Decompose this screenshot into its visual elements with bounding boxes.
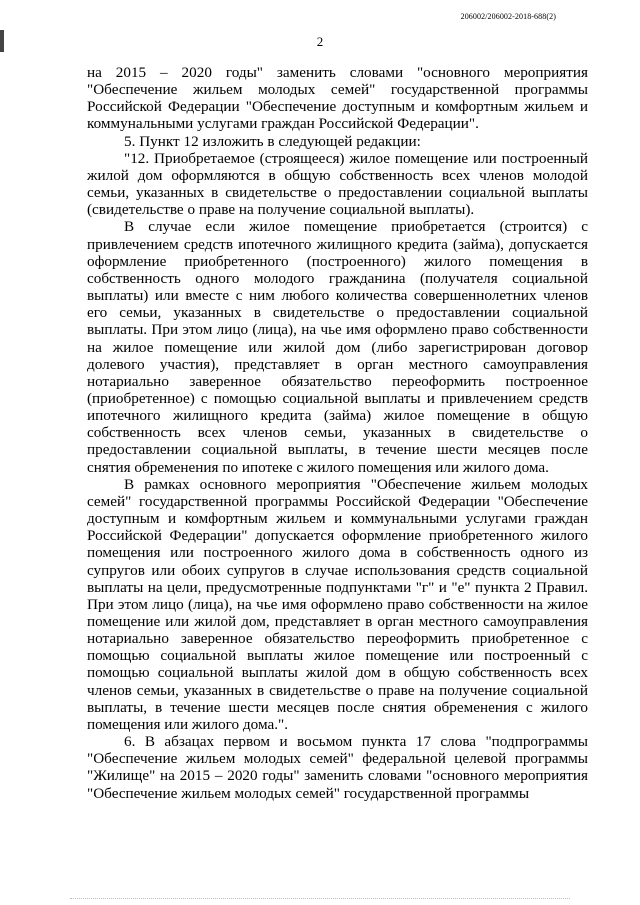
paragraph-item-5: 5. Пункт 12 изложить в следующей редакции: xyxy=(124,132,421,150)
paragraph-clause-12: "12. Приобретаемое (строящееся) жилое помещение или построенный жилой дом оформляются в общую собственность всех членов молодой семьи, указанных в свидетельстве о предоставлении социальной выплаты (свидетельстве о праве на получение социальной выплаты). xyxy=(87,149,588,219)
paragraph-item-6: 6. В абзацах первом и восьмом пункта 17 слова "подпрограммы "Обеспечение жильем молодых семей" федеральной целевой программы "Жилище" на 2015 – 2020 годы" заменить словами "основного мероприятия "Обеспечение жильем молодых семей" государственной программы xyxy=(87,733,588,802)
paragraph-continuation: на 2015 – 2020 годы" заменить словами "основного мероприятия "Обеспечение жильем молодых семей" государственной программы Российской Федерации "Обеспечение доступным и комфортным жильем и коммунальными услугами граждан Российской Федерации". xyxy=(87,64,588,133)
document-id: 206002/206002-2018-688(2) xyxy=(460,12,556,21)
document-body xyxy=(87,64,588,802)
page-number: 2 xyxy=(316,34,324,49)
paragraph-mortgage-case: В случае если жилое помещение приобретается (строится) с привлечением средств ипотечного жилищного кредита (займа), допускается оформление приобретенного (построенного) жилого помещения в собственность одного молодого гражданина (получателя социальной выплаты) или вместе с ним любого количества совершеннолетних членов его семьи, указанных в свидетельстве о предоставлении социальной выплаты. При этом лицо (лица), на чье имя оформлено право собственности на жилое помещение или жилой дом (либо зарегистрирован договор долевого участия), представляет в орган местного самоуправления нотариально заверенное обязательство переоформить построенное (приобретенное) с помощью социальной выплаты и привлечением средств ипотечного жилищного кредита (займа) жилое помещение в общую собственность всех членов семьи, указанных в свидетельстве о предоставлении социальной выплаты, в течение шести месяцев после снятия обременения по ипотеке с жилого помещения или жилого дома. xyxy=(87,218,588,476)
bottom-divider xyxy=(70,898,570,899)
paragraph-spouses-case: В рамках основного мероприятия "Обеспечение жильем молодых семей" государственной программы Российской Федерации "Обеспечение доступным и комфортным жильем и коммунальными услугами граждан Российской Федерации" допускается оформление приобретенного жилого помещения или построенного жилого дома в собственность одного из супругов или обоих супругов в случае использования средств социальной выплаты на цели, предусмотренные подпунктами "г" и "е" пункта 2 Правил. При этом лицо (лица), на чье имя оформлено право собственности на жилое помещение или жилой дом, представляет в орган местного самоуправления нотариально заверенное обязательство переоформить приобретенное с помощью социальной выплаты жилое помещение или построенный с помощью социальной выплаты жилой дом в общую собственность всех членов семьи, указанных в свидетельстве о праве на получение социальной выплаты, в течение шести месяцев после снятия обременения с жилого помещения или жилого дома.". xyxy=(87,475,588,733)
